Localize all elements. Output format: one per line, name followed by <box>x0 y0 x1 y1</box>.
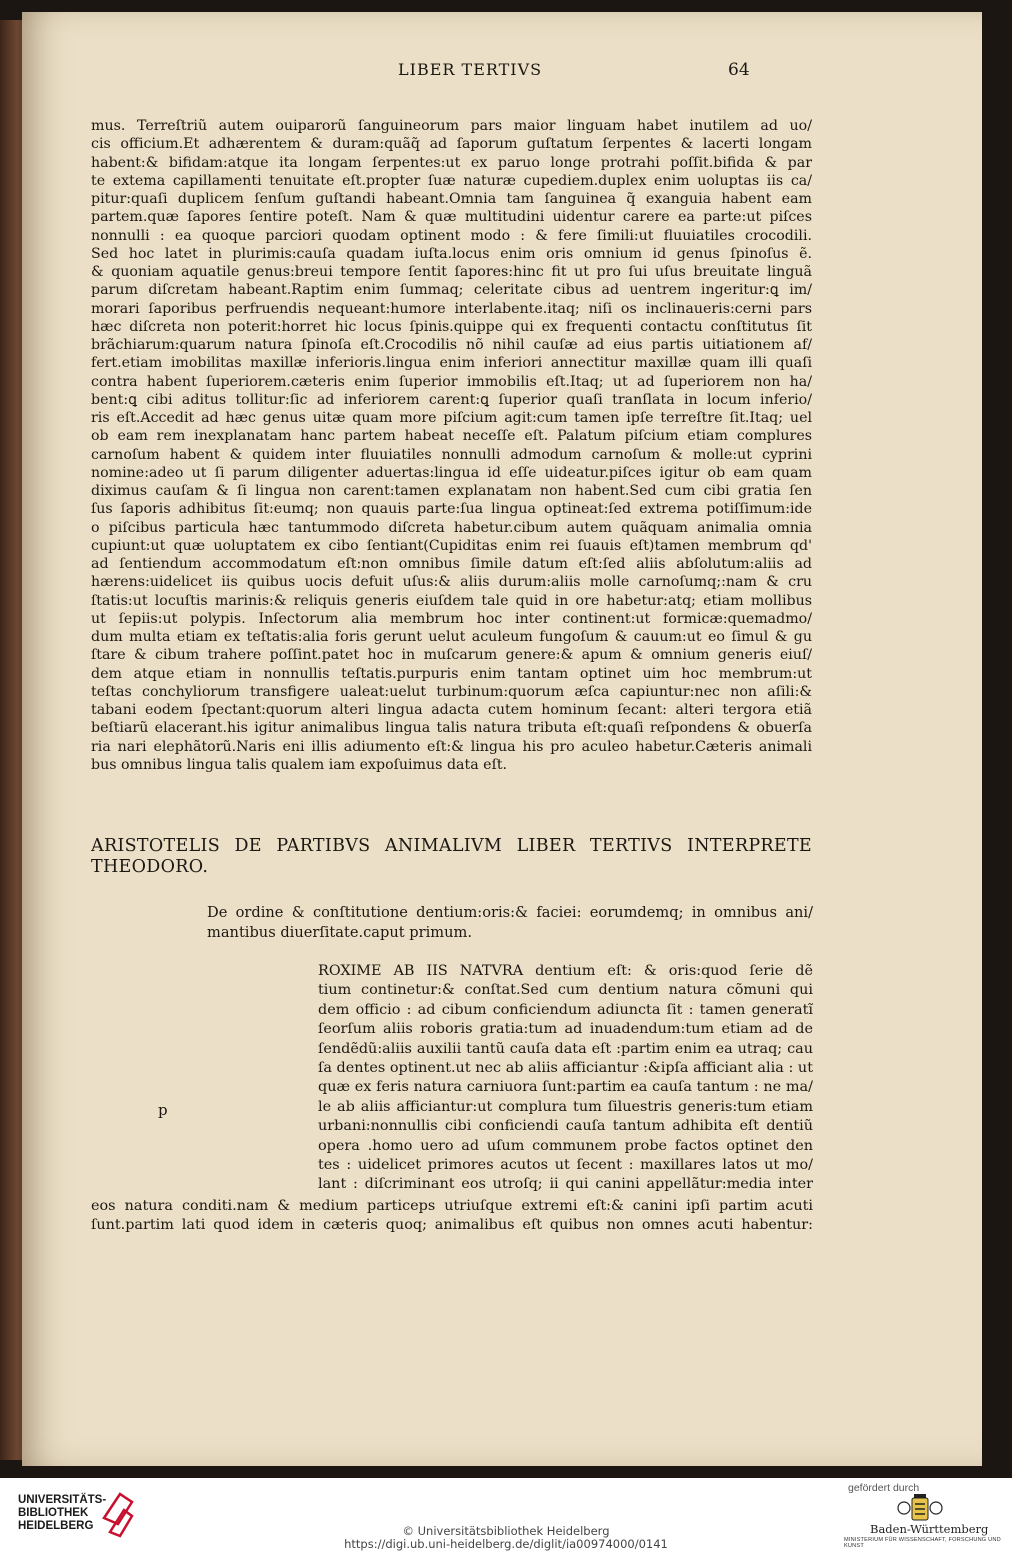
body-text-upper <box>91 117 812 774</box>
body2-full-line: eos natura conditi.nam & medium particeps utriuſque extremi eſt:& canini ipſi partim acuti <box>91 1198 813 1214</box>
body2-line: opera .homo uero ad uſum communem probe factos optinet den <box>318 1137 813 1154</box>
body1-line: ris eſt.Accedit ad hæc genus uitæ quam more piſcium agit:cum tamen ipſe terreſtre ſit.Itaq; uel <box>91 410 812 426</box>
body1-line: brãchiarum:quarum natura ſpinoſa eſt.Crocodilis nõ nihil cauſæ ad eius partis uitiationem af/ <box>91 337 812 353</box>
body2-line: ſendẽdũ:aliis auxilii tantũ cauſa data eſt :partim enim ea utraq; cau <box>318 1040 813 1057</box>
body1-line: ut ſepiis:ut polypis. Inſectorum alia membrum hoc inter continent:ut formicæ:quemadmo/ <box>91 610 812 627</box>
funder-ministry: MINISTERIUM FÜR WISSENSCHAFT, FORSCHUNG UND KUNST <box>844 1537 1001 1549</box>
body1-line: dem atque etiam in nonnullis teſtatis.purpuris enim tantam optinet uim hoc membrum:ut <box>91 665 812 682</box>
body1-line: te extema capillamenti tenuitate eſt.propter ſuæ naturæ cupediem.duplex enim uoluptas iis ca/ <box>91 172 812 189</box>
body1-line: pitur:quaſi duplicem ſenſum guſtandi habeant.Omnia tam ſanguinea q̃ exanguia habent eam <box>91 191 812 207</box>
summary-line: mantibus diuerſitate.caput primum. <box>207 924 472 941</box>
body1-line: dum multa etiam ex teſtatis:alia foris gerunt uelut aculeum fungoſum & cauum:ut eo ſimul & gu <box>91 629 812 645</box>
body2-line: tium continetur:& conſtat.Sed cum dentium natura cõmuni qui <box>318 982 813 999</box>
body1-line: nonnulli : ea quoque parciori quodam optinent modo : & fere ſimili:ut fluuiatiles crocodili. <box>91 227 812 244</box>
body1-line: ria nari elephãtorũ.Naris eni illis adiumento eſt:& lingua his pro aculeo habetur.Cæteris animali <box>91 738 812 755</box>
body2-full-line: ſunt.partim lati quod idem in cæteris quoq; animalibus eſt quibus non omnes acuti habentur: <box>91 1217 813 1234</box>
body1-line: ſus ſaporis adhibitus ſit:eumq; non quauis parte:ſua lingua optineat:ſed extrema potiſſimum:ide <box>91 501 812 518</box>
body-text-lower <box>91 1197 813 1236</box>
initial-letter-space <box>207 964 313 1164</box>
permalink[interactable]: https://digi.ub.uni-heidelberg.de/diglit/ia00974000/0141 <box>344 1537 668 1551</box>
body2-line: ſa dentes optinent.ut nec ab aliis afficiantur :&ipſa afficiant alia : ut <box>318 1060 813 1077</box>
library-name-line-2: BIBLIOTHEK <box>18 1507 89 1519</box>
body1-line: cis officium.Et adhærentem & duram:quãq̃ ad ſaporum guſtatum ſerpentes & lacerti longam <box>91 136 812 153</box>
library-name-line-3: HEIDELBERG <box>18 1520 94 1532</box>
folio-number: 64 <box>728 60 750 80</box>
body2-line: ROXIME AB IIS NATVRA dentium eſt: & oris:quod ſerie dẽ <box>318 963 813 979</box>
heading-line: ARISTOTELIS DE PARTIBVS ANIMALIVM LIBER TERTIVS INTERPRETE <box>91 836 812 856</box>
body1-line: habent:& bifidam:atque ita longam ſerpentes:ut ex paruo longe protrahi poſſit.bifida & par <box>91 154 812 171</box>
library-name-line-1: UNIVERSITÄTS- <box>18 1494 107 1506</box>
body1-line: carnoſum habent & quidem inter fluuiatiles nonnulli admodum carnoſum & molle:ut cyprini <box>91 446 812 463</box>
body1-line: & quoniam aquatile genus:breui tempore ſentit ſapores:hinc fit ut pro ſui uſus breuitate linguã <box>91 264 812 280</box>
body1-line: bus omnibus lingua talis qualem iam expoſuimus data eſt. <box>91 756 508 773</box>
body2-line: urbani:nonnullis cibi conficiendi cauſa tantum adhibita eſt dentiũ <box>318 1118 813 1135</box>
body1-line: partem.quæ ſapores ſentire poteſt. Nam & quæ multitudini uidentur carere ea parte:ut piſces <box>91 209 812 226</box>
funder-name: Baden-Württemberg <box>870 1522 989 1536</box>
body1-line: mus. Terreſtriũ autem ouiparorũ ſanguineorum pars maior linguam habet inutilem ad uo/ <box>91 118 812 134</box>
body1-line: tabani eodem ſpectant:quorum alteri lingua adacta cutem hominum ſecant: alteri tergora etiã <box>91 702 812 718</box>
body1-line: bent:ꝗ cibi aditus tollitur:ſic ad inferiorem carent:ꝗ ſuperior quaſi tranſlata in locum inferio/ <box>91 391 812 408</box>
body1-line: morari ſaporibus perfruendis nequeant:humore interlabente.itaq; niſi os inclinaueris:cerni pars <box>91 300 812 317</box>
body1-line: hæc diſcreta non poterit:horret hic locus ſpinis.quippe qui ex frequenti contactu conſtitutus ſit <box>91 318 812 335</box>
body2-line: tes : uidelicet primores acutos ut ſecent : maxillares latos ut mo/ <box>318 1157 813 1174</box>
copyright-notice: © Universitätsbibliothek Heidelberg <box>402 1524 610 1538</box>
body1-line: fert.etiam imobilitas maxillæ inferioris.lingua enim inferiori annectitur maxillæ quam illi quaſi <box>91 355 812 372</box>
body2-line: le ab aliis afficiantur:ut complura tum ſiluestris generis:tum etiam <box>318 1098 813 1115</box>
body2-line: lant : diſcriminant eos utroſq; ii qui canini appellãtur:media inter <box>318 1176 813 1193</box>
body1-line: contra habent ſuperiorem.cæteris enim ſuperior immobilis eſt.Itaq; ut ad ſuperiorem non ha/ <box>91 373 812 390</box>
guide-letter: p <box>158 1101 168 1119</box>
body1-line: o piſcibus particula hæc tantummodo diſcreta habetur.cibum autem quãquam animalia omnia <box>91 519 812 536</box>
body1-line: ſtatis:ut locuſtis marinis:& reliquis generis eiuſdem tale quid in ore habetur:atq; etiam mollibus <box>91 592 812 609</box>
body1-line: teſtas conchyliorum transfigere ualeat:uelut turbinum:quorum æſca capiuntur:nec non aſili:& <box>91 683 812 700</box>
body1-line: beſtiarũ elacerant.his igitur animalibus lingua talis natura tributa eſt:quaſi reſpondens & obuerſa <box>91 720 812 737</box>
body2-line: dem officio : ad cibum conficiendum adiuncta ſit : tamen generatĩ <box>318 1001 813 1018</box>
running-head: LIBER TERTIVS <box>398 60 543 79</box>
chapter-summary <box>207 903 813 943</box>
body1-line: ſtare & cibum trahere poſſint.patet hoc in muſcarum genere:& apum & omnium generis eiuſ/ <box>91 647 812 664</box>
summary-line: De ordine & conſtitutione dentium:oris:& faciei: eorumdemq; in omnibus ani/ <box>207 904 813 921</box>
body1-line: parum diſcretam habeant.Raptim enim ſummaq; celeritate cibus ad uentrem ingeritur:ꝗ im/ <box>91 282 812 299</box>
funded-by-label: gefördert durch <box>848 1482 920 1494</box>
body1-line: cupiunt:ut quæ uoluptatem ex cibo ſentiant(Cupiditas enim rei ſuauis eſt)tamen membrum qd' <box>91 537 812 554</box>
body1-line: ad ſentiendum accommodatum eſt:non omnibus ſimile datum eſt:ſed aliis abſolutum:aliis ad <box>91 556 812 572</box>
body-text-indented <box>318 962 813 1195</box>
book-heading <box>91 836 812 878</box>
body1-line: Sed hoc latet in plurimis:cauſa quadam iuſta.locus enim oris omnium id genus ſpinoſus ẽ. <box>91 245 812 262</box>
body1-line: ob eam rem inexplanatam hanc partem habeat neceſſe eſt. Palatum piſcium etiam complures <box>91 428 812 445</box>
body1-line: hærens:uidelicet iis quibus uocis defuit uſus:& aliis durum:aliis molle carnoſumq;:nam & cru <box>91 574 812 591</box>
body2-line: ſeorſum aliis roboris gratia:tum ad inuadendum:tum etiam ad de <box>318 1021 813 1038</box>
body1-line: nomine:adeo ut ſi parum diligenter aduertas:lingua id eſſe uideatur.piſces igitur ob eam quam <box>91 464 812 481</box>
heading-line: THEODORO. <box>91 857 209 877</box>
body2-line: quæ ex feris natura carniuora ſunt:partim ea cauſa tantum : ne ma/ <box>318 1079 813 1096</box>
body1-line: diximus cauſam & ſi lingua non carent:tamen explanatam non habent.Sed cum cibi gratia ſen <box>91 483 812 499</box>
